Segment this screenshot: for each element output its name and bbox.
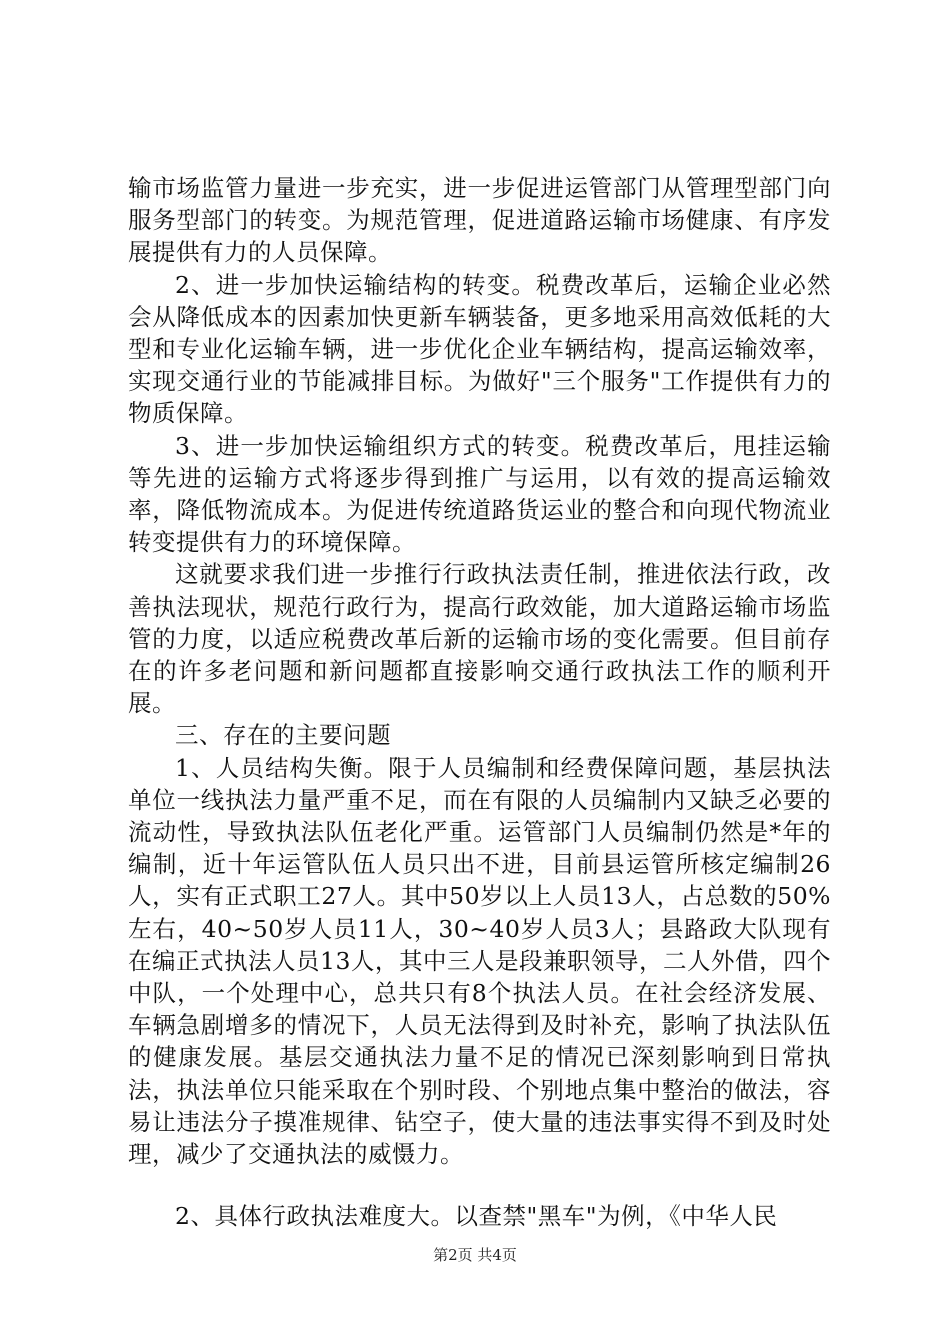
document-body — [128, 172, 831, 1233]
paragraph-item-2: 2、进一步加快运输结构的转变。税费改革后，运输企业必然会从降低成本的因素加快更新车辆装备，更多地采用高效低耗的大型和专业化运输车辆，进一步优化企业车辆结构，提高运输效率，实现交通行业的节能减排目标。为做好"三个服务"工作提供有力的物质保障。 — [128, 270, 831, 428]
paragraph-continuation: 输市场监管力量进一步充实，进一步促进运管部门从管理型部门向服务型部门的转变。为规范管理，促进道路运输市场健康、有序发展提供有力的人员保障。 — [128, 174, 831, 267]
paragraph-problem-2: 2、具体行政执法难度大。以查禁"黑车"为例，《中华人民 — [175, 1202, 778, 1231]
page-footer: 第2页 共4页 — [433, 1246, 517, 1264]
paragraph-summary: 这就要求我们进一步推行行政执法责任制，推进依法行政，改善执法现状，规范行政行为，提高行政效能，加大道路运输市场监管的力度，以适应税费改革后新的运输市场的变化需要。但目前存在的许多老问题和新问题都直接影响交通行政执法工作的顺利开展。 — [128, 560, 831, 718]
section-heading: 三、存在的主要问题 — [175, 721, 391, 750]
paragraph-gap — [128, 1170, 831, 1200]
paragraph-item-3: 3、进一步加快运输组织方式的转变。税费改革后，甩挂运输等先进的运输方式将逐步得到推广与运用，以有效的提高运输效率，降低物流成本。为促进传统道路货运业的整合和向现代物流业转变提供有力的环境保障。 — [128, 431, 831, 557]
paragraph-problem-1: 1、人员结构失衡。限于人员编制和经费保障问题，基层执法单位一线执法力量严重不足，而在有限的人员编制内又缺乏必要的流动性，导致执法队伍老化严重。运管部门人员编制仍然是*年的编制，近十年运管队伍人员只出不进，目前县运管所核定编制26人，实有正式职工27人。其中50岁以上人员13人，占总数的50%左右，40~50岁人员11人，30~40岁人员3人；县路政大队现有在编正式执法人员13人，其中三人是段兼职领导，二人外借，四个中队，一个处理中心，总共只有8个执法人员。在社会经济发展、车辆急剧增多的情况下，人员无法得到及时补充，影响了执法队伍的健康发展。基层交通执法力量不足的情况已深刻影响到日常执法，执法单位只能采取在个别时段、个别地点集中整治的做法，容易让违法分子摸准规律、钻空子，使大量的违法事实得不到及时处理，减少了交通执法的威慑力。 — [128, 753, 831, 1169]
